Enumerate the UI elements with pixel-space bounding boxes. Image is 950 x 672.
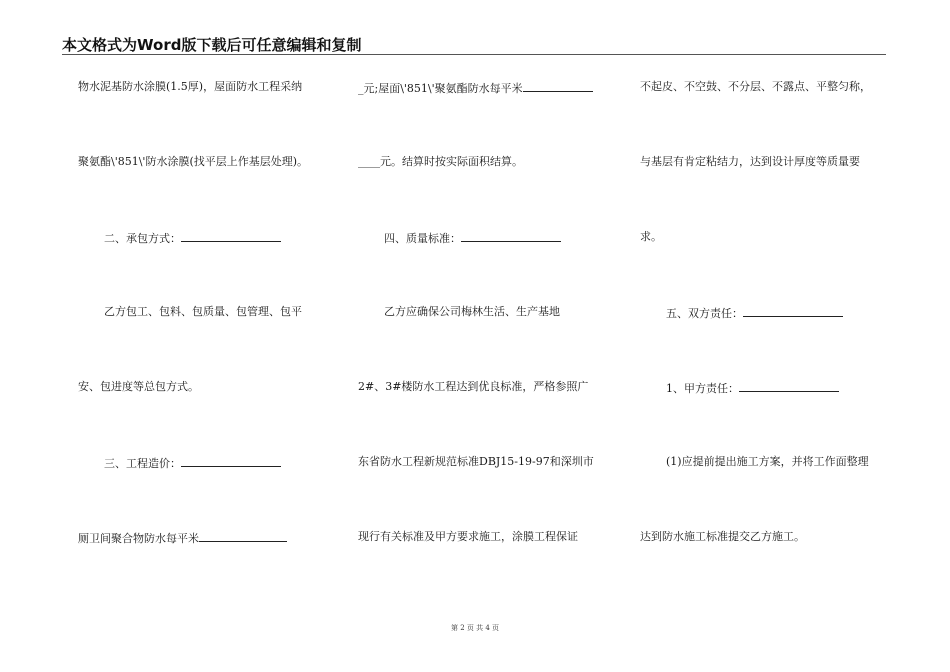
- fill-in-blank[interactable]: [199, 530, 287, 542]
- fill-in-blank[interactable]: [523, 80, 593, 92]
- line-text: 现行有关标准及甲方要求施工，涂膜工程保证: [358, 530, 578, 543]
- paragraph-line: [104, 230, 281, 246]
- line-text: 达到防水施工标准提交乙方施工。: [640, 530, 805, 543]
- page-number-footer: 第 2 页 共 4 页: [450, 624, 500, 632]
- line-text: 乙方包工、包料、包质量、包管理、包平: [104, 305, 302, 318]
- line-text: 厕卫间聚合物防水每平米: [78, 532, 199, 545]
- paragraph-line: [666, 305, 843, 321]
- paragraph-line: [104, 455, 281, 471]
- paragraph-line: [78, 155, 308, 169]
- fill-in-blank[interactable]: [743, 305, 843, 317]
- text-column-2: [358, 0, 618, 672]
- paragraph-line: [384, 230, 561, 246]
- line-text: 2#、3#楼防水工程达到优良标准，严格参照广: [358, 380, 589, 393]
- line-text: 东省防水工程新规范标准DBJ15-19-97和深圳市: [358, 455, 594, 468]
- fill-in-blank[interactable]: [461, 230, 561, 242]
- line-text: 安、包进度等总包方式。: [78, 380, 199, 393]
- paragraph-line: [666, 380, 839, 396]
- paragraph-line: [640, 155, 860, 169]
- line-text: 五、双方责任：: [666, 307, 743, 320]
- paragraph-line: [358, 530, 578, 544]
- paragraph-line: [78, 380, 199, 394]
- line-text: 乙方应确保公司梅林生活、生产基地: [384, 305, 560, 318]
- paragraph-line: [104, 305, 302, 319]
- line-text: 物水泥基防水涂膜(1.5厚)，屋面防水工程采纳: [78, 80, 303, 93]
- paragraph-line: [78, 530, 287, 546]
- document-header-title: 本文格式为Word版下载后可任意编辑和复制: [62, 36, 362, 54]
- line-text: 与基层有肯定粘结力，达到设计厚度等质量要: [640, 155, 860, 168]
- paragraph-line: [640, 530, 805, 544]
- line-text: 三、工程造价：: [104, 457, 181, 470]
- line-text: 1、甲方责任：: [666, 382, 739, 395]
- line-text: 不起皮、不空鼓、不分层、不露点、平整匀称，: [640, 80, 871, 93]
- paragraph-line: [358, 380, 588, 394]
- fill-in-blank[interactable]: [181, 230, 281, 242]
- paragraph-line: [640, 230, 662, 244]
- line-text: (1)应提前提出施工方案，并将工作面整理: [666, 455, 869, 468]
- paragraph-line: [358, 455, 594, 469]
- text-column-3: [640, 0, 900, 672]
- line-text: 二、承包方式：: [104, 232, 181, 245]
- line-text: 求。: [640, 230, 662, 243]
- line-text: 聚氨酯\'851\'防水涂膜(找平层上作基层处理)。: [78, 155, 309, 168]
- fill-in-blank[interactable]: [181, 455, 281, 467]
- paragraph-line: [358, 80, 593, 96]
- paragraph-line: [640, 80, 871, 94]
- line-text: _元;屋面\'851\'聚氨酯防水每平米: [358, 82, 523, 95]
- text-column-1: [78, 0, 338, 672]
- line-text: ____元。结算时按实际面积结算。: [358, 155, 523, 168]
- paragraph-line: [358, 155, 523, 169]
- paragraph-line: [384, 305, 560, 319]
- paragraph-line: [666, 455, 869, 469]
- paragraph-line: [78, 80, 302, 94]
- fill-in-blank[interactable]: [739, 380, 839, 392]
- line-text: 四、质量标准：: [384, 232, 461, 245]
